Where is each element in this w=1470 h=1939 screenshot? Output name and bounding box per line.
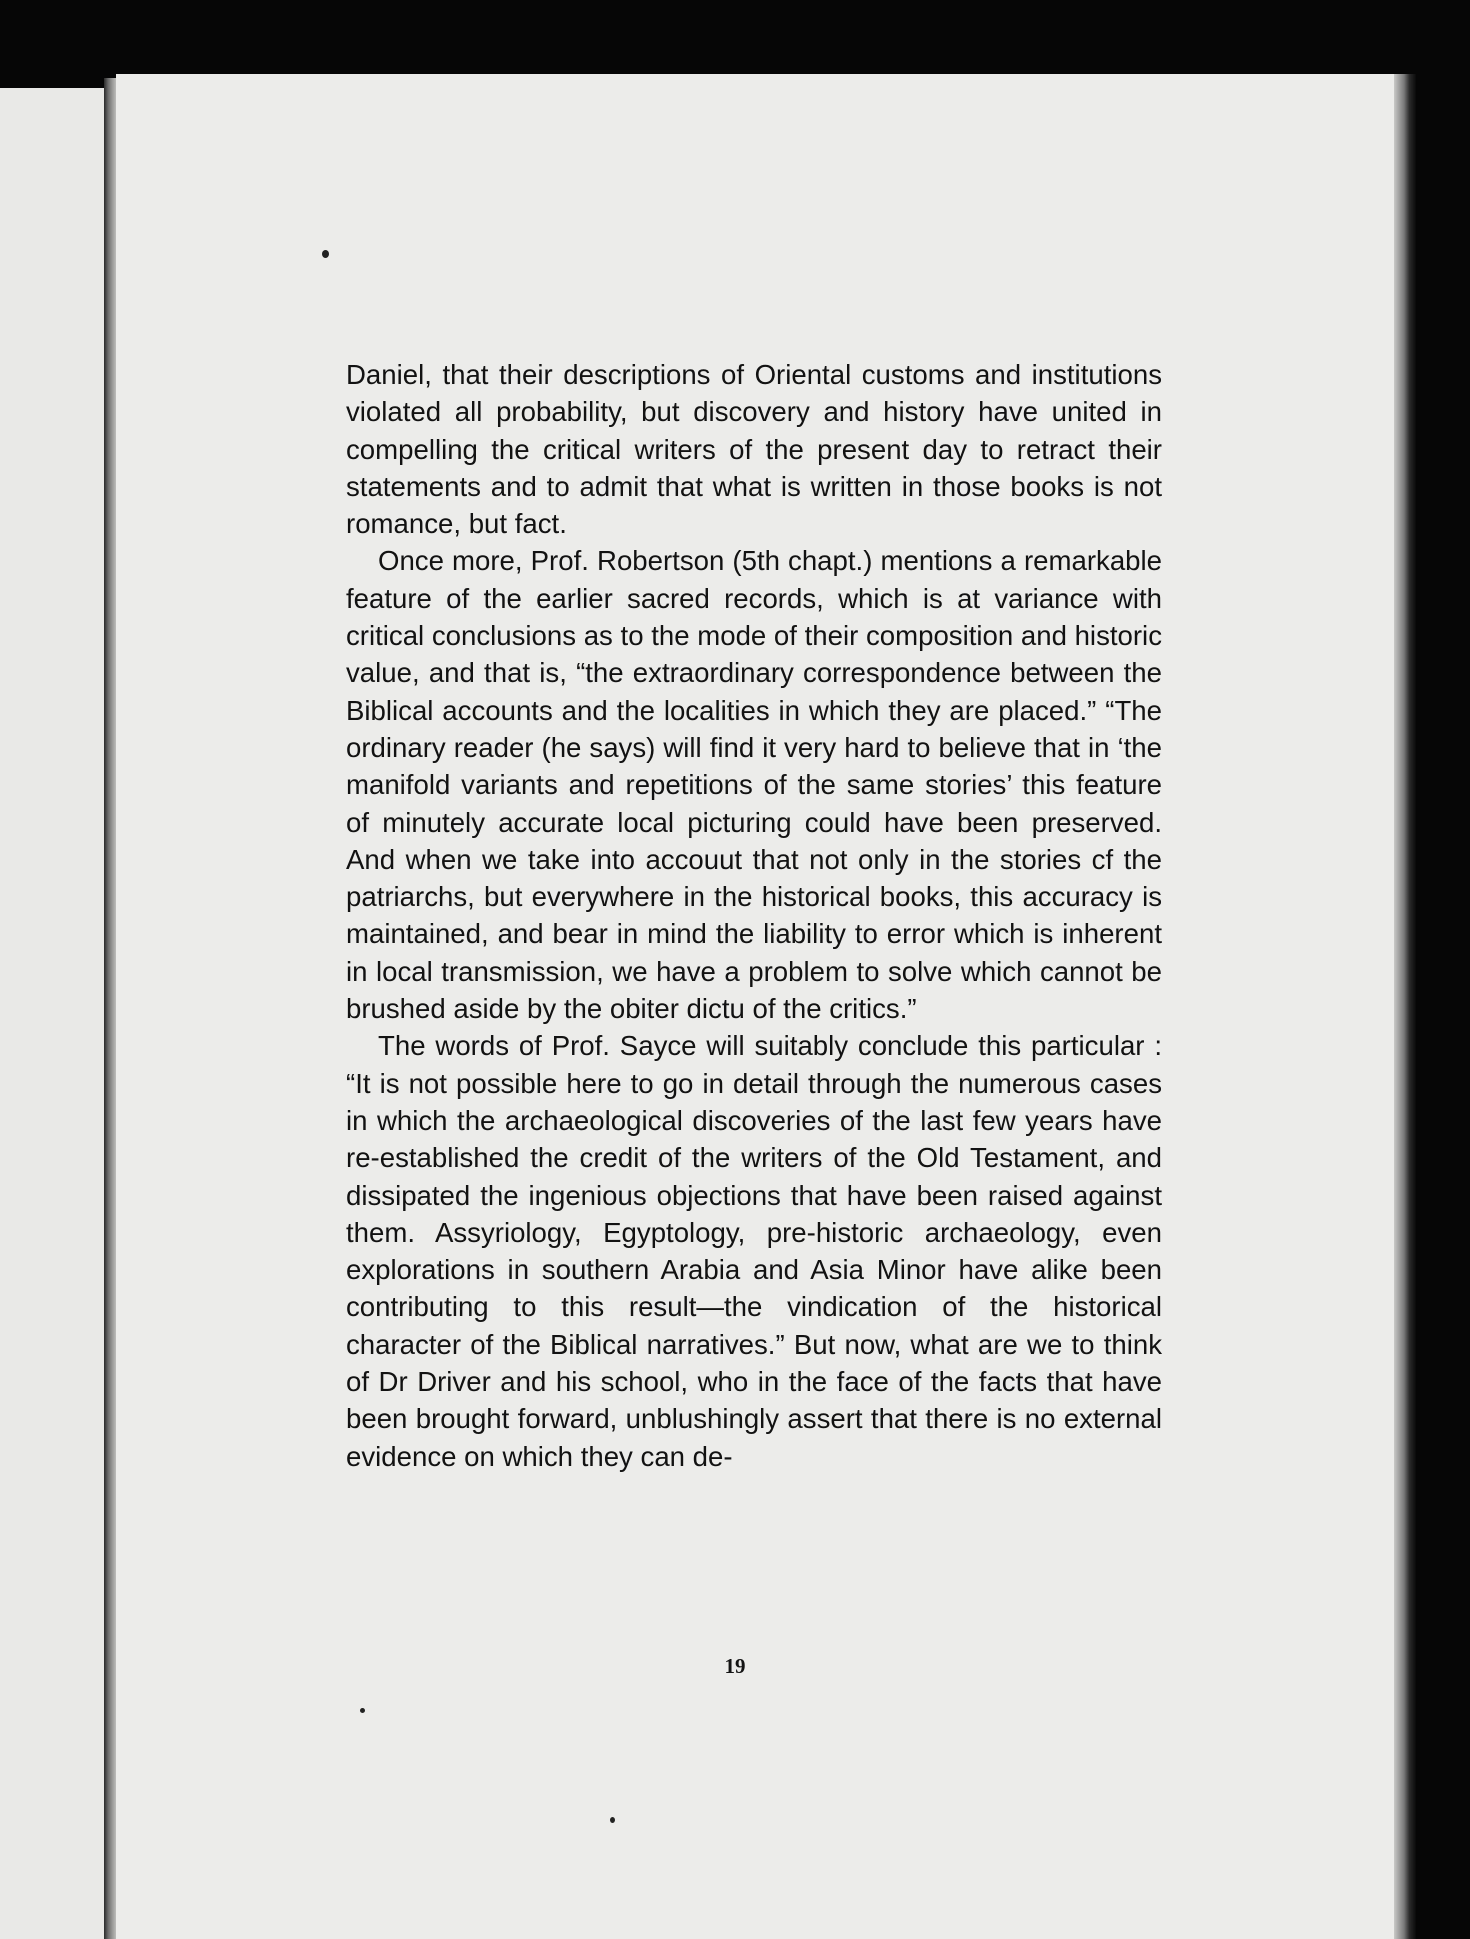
paragraph-robertson: Once more, Prof. Robertson (5th chapt.) mentions a remarkable feature of the earlier sacred records, which is at variance with critical conclusions as to the mode of their composition and historic value, and that is, “the extraordinary correspondence between the Biblical accounts and the localities in which they are placed.” “The ordinary reader (he says) will find it very hard to believe that in ‘the manifold variants and repetitions of the same stories’ this feature of minutely accurate local picturing could have been preserved. And when we take into accouut that not only in the stories cf the patriarchs, but everywhere in the historical books, this accuracy is maintained, and bear in mind the liability to error which is inherent in local transmission, we have a problem to solve which cannot be brushed aside by the obiter dictu of the critics.” bbox=[346, 545, 1162, 1025]
paragraph-continued: Daniel, that their descriptions of Oriental customs and institutions violated all probability, but discovery and history have united in compelling the critical writers of the present day to retract their statements and to admit that what is written in those books is not romance, but fact. bbox=[346, 359, 1162, 540]
paragraph-sayce: The words of Prof. Sayce will suitably conclude this particular : “It is not possible here to go in detail through the numerous cases in which the archaeological discoveries of the last few years have re-established the credit of the writers of the Old Testament, and dissipated the ingenious objections that have been raised against them. Assyriology, Egyptology, pre-historic archaeology, even explorations in southern Arabia and Asia Minor have alike been contributing to this result—the vindication of the historical character of the Biblical narratives.” But now, what are we to think of Dr Driver and his school, who in the face of the facts that have been brought forward, unblushingly assert that there is no external evidence on which they can de- bbox=[346, 1030, 1162, 1472]
page-number: 19 bbox=[724, 1654, 746, 1678]
dust-speck bbox=[360, 1708, 365, 1713]
dust-speck bbox=[610, 1817, 615, 1823]
dust-speck bbox=[322, 250, 329, 258]
body-text bbox=[346, 356, 1162, 1475]
